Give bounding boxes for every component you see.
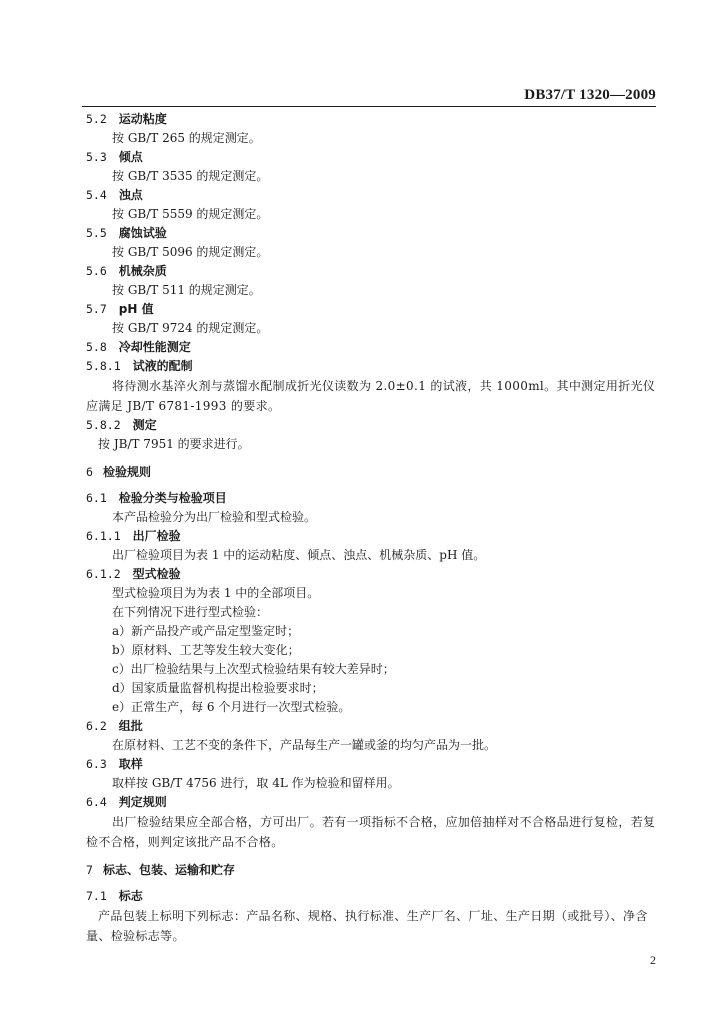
section-number: 5.8.1: [86, 359, 121, 373]
section-heading: [86, 565, 656, 584]
section-title: 浊点: [118, 188, 143, 202]
section-title: pH 值: [118, 302, 154, 316]
chapter-number: 7: [86, 863, 93, 877]
section-heading: [86, 793, 656, 812]
page-number: 2: [650, 953, 656, 967]
section-text: 按 GB/T 5096 的规定测定。: [112, 245, 269, 259]
section-heading: [86, 262, 656, 281]
section-paragraph: 出厂检验结果应全部合格，方可出厂。若有一项指标不合格，应加倍抽样对不合格品进行复检，若复检不合格，则判定该批产品不合格。: [86, 815, 656, 849]
section-heading: [86, 110, 656, 129]
section-text: 按 JB/T 7951 的要求进行。: [98, 437, 250, 451]
section-title: 机械杂质: [118, 264, 167, 278]
list-item: a）新产品投产或产品定型鉴定时；: [112, 624, 300, 638]
section-text: 本产品检验分为出厂检验和型式检验。: [112, 510, 317, 524]
section-heading: [86, 717, 656, 736]
section-title: 测定: [132, 418, 157, 432]
section-number: 6.3: [86, 757, 107, 771]
section-number: 6.1.1: [86, 529, 121, 543]
section-title: 判定规则: [118, 795, 167, 809]
section-title: 冷却性能测定: [118, 340, 191, 354]
section-number: 5.8.2: [86, 418, 121, 432]
section-text: 按 GB/T 9724 的规定测定。: [112, 321, 269, 335]
section-title: 出厂检验: [132, 529, 181, 543]
section-heading: [86, 887, 656, 906]
chapter-heading: [86, 463, 656, 482]
section-text: 出厂检验项目为表 1 中的运动粘度、倾点、浊点、机械杂质、pH 值。: [112, 548, 486, 562]
chapter-title: 检验规则: [102, 465, 151, 479]
section-number: 5.3: [86, 150, 107, 164]
section-number: 5.6: [86, 264, 107, 278]
section-title: 检验分类与检验项目: [118, 491, 227, 505]
section-title: 运动粘度: [118, 112, 167, 126]
section-heading: [86, 416, 656, 435]
section-title: 取样: [118, 757, 143, 771]
section-number: 5.4: [86, 188, 107, 202]
chapter-number: 6: [86, 465, 93, 479]
section-heading: [86, 224, 656, 243]
section-number: 5.2: [86, 112, 107, 126]
section-heading: [86, 527, 656, 546]
section-number: 5.7: [86, 302, 107, 316]
section-title: 试液的配制: [132, 359, 193, 373]
section-text: 按 GB/T 265 的规定测定。: [112, 131, 261, 145]
section-heading: [86, 186, 656, 205]
section-heading: [86, 357, 656, 376]
section-text: 在下列情况下进行型式检验：: [112, 605, 269, 619]
section-title: 组批: [118, 719, 143, 733]
section-text: 按 GB/T 5559 的规定测定。: [112, 207, 269, 221]
section-text: 取样按 GB/T 4756 进行，取 4L 作为检验和留样用。: [112, 776, 400, 790]
section-heading: [86, 489, 656, 508]
standard-code: DB37/T 1320—2009: [524, 87, 656, 103]
section-number: 5.5: [86, 226, 107, 240]
section-title: 标志: [118, 889, 143, 903]
header-rule: [82, 106, 656, 107]
section-number: 6.1.2: [86, 567, 121, 581]
section-heading: [86, 148, 656, 167]
section-text: 按 GB/T 511 的规定测定。: [112, 283, 261, 297]
document-body: [86, 110, 656, 946]
section-number: 6.2: [86, 719, 107, 733]
list-item: e）正常生产，每 6 个月进行一次型式检验。: [112, 700, 351, 714]
section-number: 7.1: [86, 889, 107, 903]
section-number: 6.1: [86, 491, 107, 505]
list-item: c）出厂检验结果与上次型式检验结果有较大差异时；: [112, 662, 395, 676]
chapter-title: 标志、包装、运输和贮存: [102, 863, 235, 877]
section-text: 型式检验项目为为表 1 中的全部项目。: [112, 586, 320, 600]
section-text: 按 GB/T 3535 的规定测定。: [112, 169, 269, 183]
section-heading: [86, 300, 656, 319]
section-title: 腐蚀试验: [118, 226, 167, 240]
list-item: b）原材料、工艺等发生较大变化；: [112, 643, 300, 657]
list-item: d）国家质量监督机构提出检验要求时；: [112, 681, 324, 695]
section-title: 倾点: [118, 150, 143, 164]
section-number: 6.4: [86, 795, 107, 809]
chapter-heading: [86, 861, 656, 880]
section-text: 在原材料、工艺不变的条件下，产品每生产一罐或釜的均匀产品为一批。: [112, 738, 497, 752]
section-heading: [86, 755, 656, 774]
section-number: 5.8: [86, 340, 107, 354]
section-paragraph: 将待测水基淬火剂与蒸馏水配制成折光仪读数为 2.0±0.1 的试液，共 1000ml。其中测定用折光仪应满足 JB/T 6781-1993 的要求。: [86, 379, 656, 413]
section-paragraph: 产品包装上标明下列标志：产品名称、规格、执行标准、生产厂名、厂址、生产日期（或批号）、净含量、检验标志等。: [86, 909, 648, 943]
section-title: 型式检验: [132, 567, 181, 581]
section-heading: [86, 338, 656, 357]
